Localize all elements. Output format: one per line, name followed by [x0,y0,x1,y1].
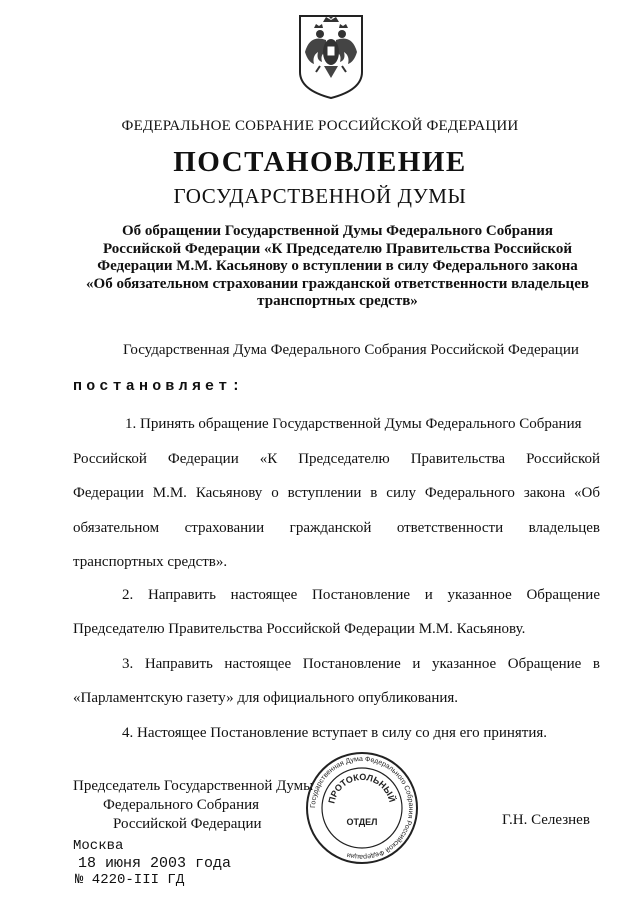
subject-line: «Об обязательном страховании гражданской ответственности владельцев [86,275,589,292]
stamp-label: ОТДЕЛ [346,817,378,827]
item4-line: 4. Настоящее Постановление вступает в силу со дня его принятия. [122,725,548,741]
item1-line-text: обязательном страховании гражданской ответственности владельцев [73,520,600,536]
signer-title: Федерального Собрания [103,797,260,813]
preamble-text: Государственная Дума Федерального Собрания Российской Федерации [123,342,579,358]
signing-date: 18 июня 2003 года [78,855,232,872]
subject-line: Федерации М.М. Касьянову о вступлении в силу Федерального закона [97,258,578,274]
item1-line: транспортных средств». [73,554,228,570]
coat-of-arms-emblem [296,12,366,100]
parliament-name: ФЕДЕРАЛЬНОЕ СОБРАНИЕ РОССИЙСКОЙ ФЕДЕРАЦИИ [121,118,519,134]
subject-line: транспортных средств» [257,293,418,309]
item2-line: Председателю Правительства Российской Федерации М.М. Касьянову. [73,621,526,637]
document-type-title: ПОСТАНОВЛЕНИЕ [173,146,467,178]
signer-title: Председатель Государственной Думы [73,778,314,794]
stamp-arc-text: ПРОТОКОЛЬНЫЙ [326,771,398,805]
signer-title: Российской Федерации [113,816,262,832]
resolves-text: постановляет: [73,378,245,395]
document-number: № 4220-III ГД [75,872,185,888]
item3-line: «Парламентскую газету» для официального опубликования. [73,690,459,706]
subject-line: Российской Федерации «К Председателю Правительства Российской [103,240,572,257]
item1-line: 1. Принять обращение Государственной Думы Федерального Собрания [125,416,582,432]
signer-name: Г.Н. Селезнев [502,812,590,828]
item1-line-text: Федерации М.М. Касьянову о вступлении в силу Федерального закона «Об [73,485,600,501]
place-of-signing: Москва [73,838,124,854]
item2-line: 2. Направить настоящее Постановление и указанное Обращение [122,587,600,603]
document-subject [70,223,605,311]
document-issuer: ГОСУДАРСТВЕННОЙ ДУМЫ [173,184,467,208]
stamp-ring-text: Государственная Дума Федерального Собрания Российской Федерации [309,755,415,861]
item1-line-text: Российской Федерации «К Председателю Правительства Российской [73,451,600,467]
item1-line [73,451,600,468]
official-stamp [304,750,420,866]
subject-line: Об обращении Государственной Думы Федерального Собрания [121,223,553,239]
item1-line [73,520,600,537]
item3-line: 3. Направить настоящее Постановление и указанное Обращение в [122,656,600,672]
item1-line [73,485,600,502]
